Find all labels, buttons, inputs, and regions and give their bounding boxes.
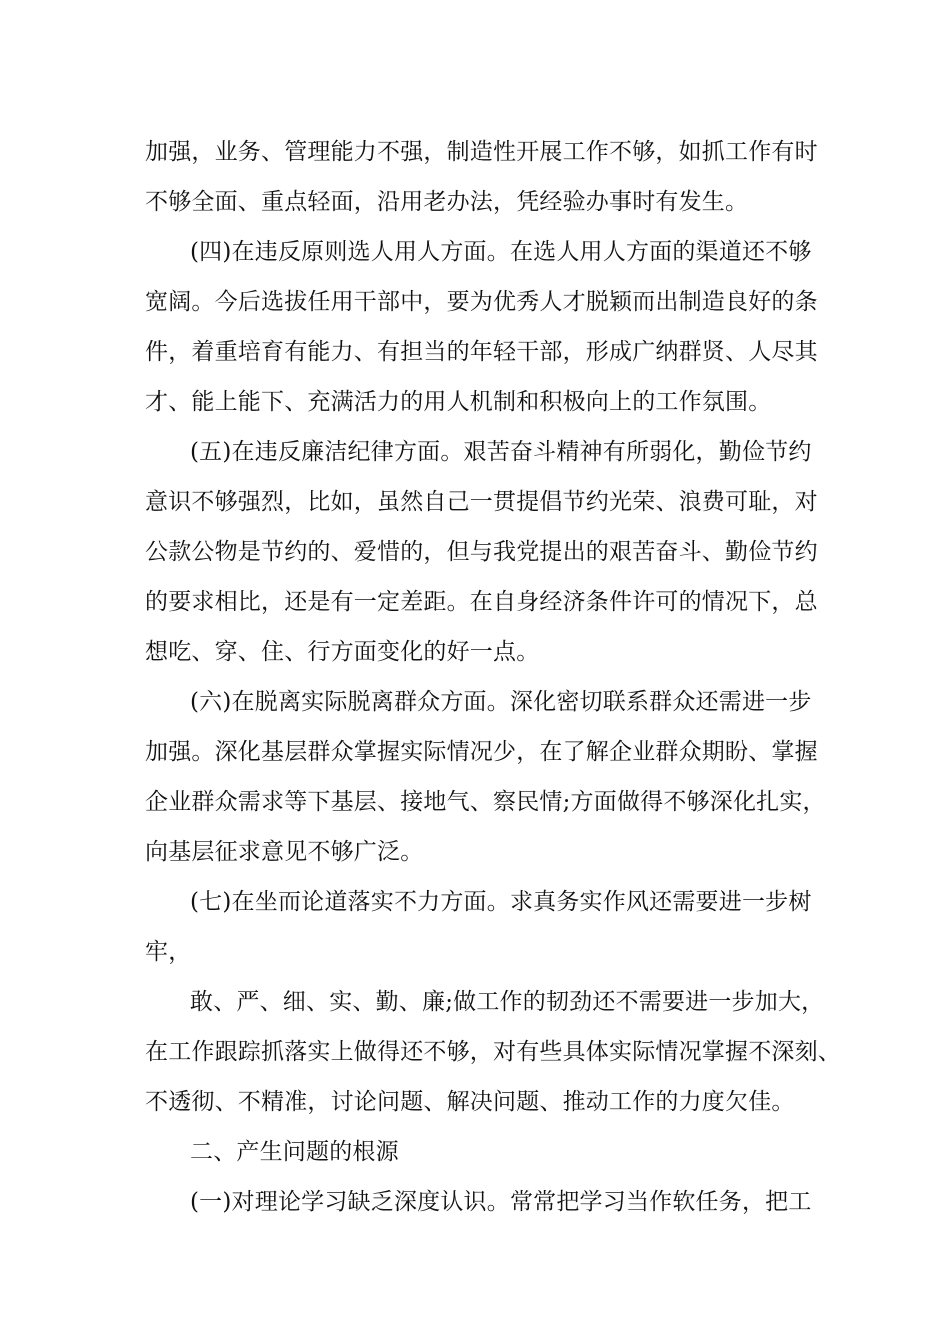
text-line: 意识不够强烈，比如，虽然自己一贯提倡节约光荣、浪费可耻，对 (145, 489, 818, 515)
text-line: 的要求相比，还是有一定差距。在自身经济条件许可的情况下，总 (145, 589, 818, 615)
text-line: 宽阔。今后选拔任用干部中，要为优秀人才脱颖而出制造良好的条 (145, 289, 818, 315)
text-line: 件，着重培育有能力、有担当的年轻干部，形成广纳群贤、人尽其 (145, 339, 818, 365)
text-line: 想吃、穿、住、行方面变化的好一点。 (145, 639, 540, 665)
paragraph-heading-5: (五)在违反廉洁纪律方面。艰苦奋斗精神有所弱化，勤俭节约 (190, 439, 812, 465)
text-line: 不透彻、不精准，讨论问题、解决问题、推动工作的力度欠佳。 (145, 1089, 795, 1115)
paragraph-heading-4: (四)在违反原则选人用人方面。在选人用人方面的渠道还不够 (190, 239, 812, 265)
paragraph-heading-1: (一)对理论学习缺乏深度认识。常常把学习当作软任务，把工 (190, 1189, 812, 1215)
paragraph-heading-7: (七)在坐而论道落实不力方面。求真务实作风还需要进一步树 (190, 889, 812, 915)
text-line: 公款公物是节约的、爱惜的，但与我党提出的艰苦奋斗、勤俭节约 (145, 539, 818, 565)
text-line: 不够全面、重点轻面，沿用老办法，凭经验办事时有发生。 (145, 189, 749, 215)
text-line: 向基层征求意见不够广泛。 (145, 839, 424, 865)
text-line: 敢、严、细、实、勤、廉;做工作的韧劲还不需要进一步加大， (190, 989, 825, 1015)
text-line: 加强，业务、管理能力不强，制造性开展工作不够，如抓工作有时 (145, 139, 818, 165)
text-line: 加强。深化基层群众掌握实际情况少，在了解企业群众期盼、掌握 (145, 739, 818, 765)
text-line: 牢， (145, 939, 192, 965)
text-line: 在工作跟踪抓落实上做得还不够，对有些具体实际情况掌握不深刻、 (145, 1039, 841, 1065)
text-line: 才、能上能下、充满活力的用人机制和积极向上的工作氛围。 (145, 389, 772, 415)
section-heading-2: 二、产生问题的根源 (190, 1139, 399, 1165)
paragraph-heading-6: (六)在脱离实际脱离群众方面。深化密切联系群众还需进一步 (190, 689, 812, 715)
text-line: 企业群众需求等下基层、接地气、察民情;方面做得不够深化扎实， (145, 789, 826, 815)
